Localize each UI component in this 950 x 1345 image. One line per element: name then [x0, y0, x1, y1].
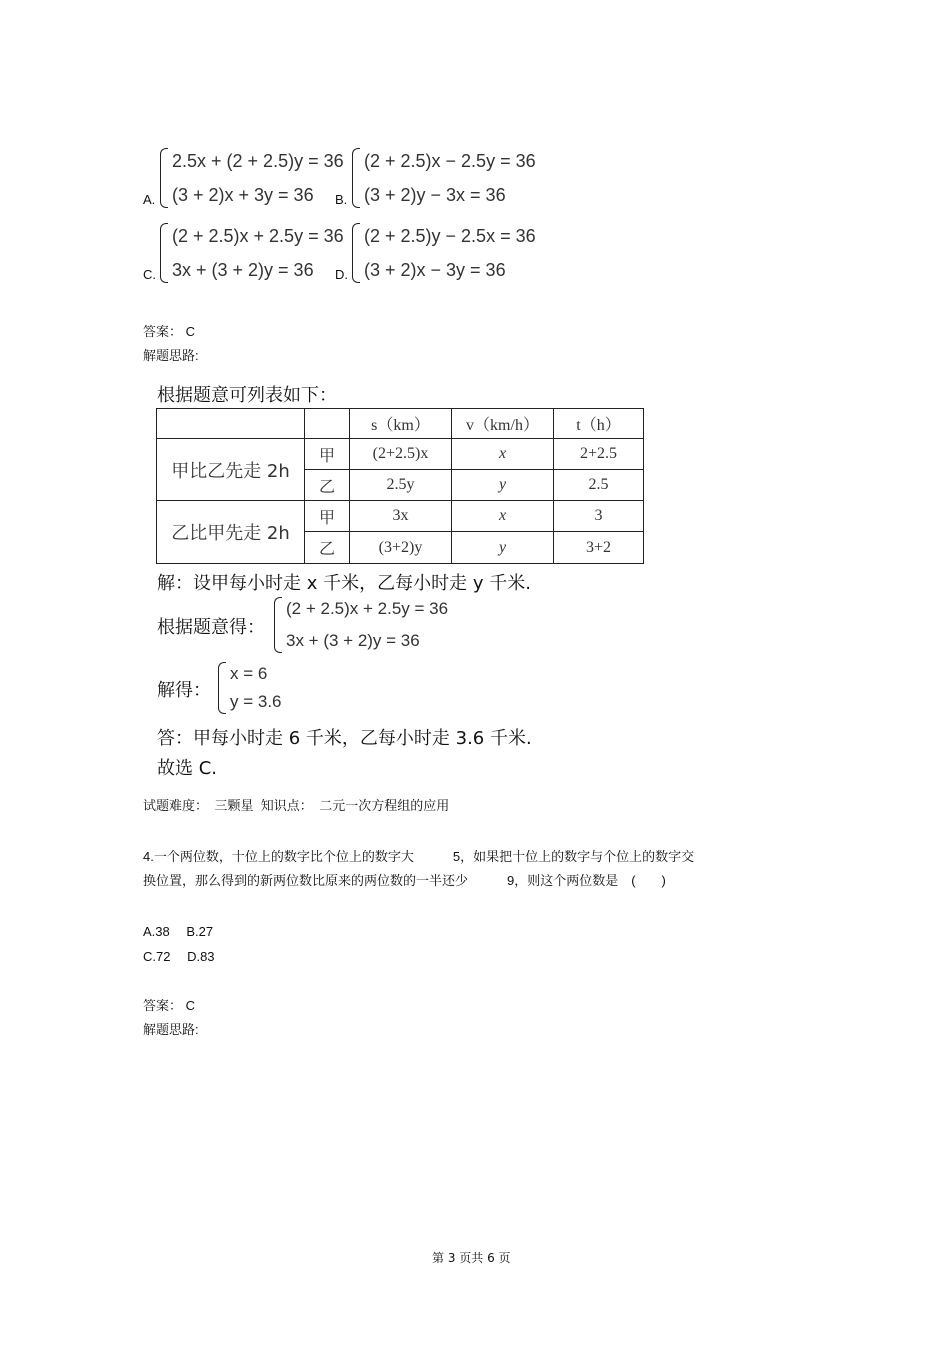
time-cell: 3 — [554, 501, 644, 532]
distance-cell: 2.5y — [350, 470, 452, 501]
equation-system — [160, 223, 344, 283]
time-cell: 3+2 — [554, 532, 644, 564]
group-label-1: 甲比乙先走 2h — [157, 439, 305, 501]
speed-cell: x — [452, 439, 554, 470]
answer-line: 答：甲每小时走 6 千米，乙每小时走 3.6 千米. — [157, 728, 532, 749]
brace-icon — [160, 223, 168, 283]
time-cell: 2.5 — [554, 470, 644, 501]
header-v: v（km/h） — [452, 409, 554, 439]
choose-line: 故选 C. — [157, 758, 218, 779]
equation: (2 + 2.5)x + 2.5y = 36 — [286, 599, 449, 618]
answer-q3: 答案： C — [143, 324, 196, 339]
distance-cell: 3x — [350, 501, 452, 532]
option-letter: A. — [143, 192, 156, 207]
table-cell — [305, 409, 350, 439]
equation: (2 + 2.5)x + 2.5y = 36 — [172, 226, 344, 246]
difficulty-line: 试题难度： 三颗星 知识点： 二元一次方程组的应用 — [143, 798, 450, 813]
person-cell: 乙 — [305, 532, 350, 564]
brace-icon — [160, 148, 168, 208]
brace-icon — [218, 662, 226, 714]
distance-cell: (2+2.5)x — [350, 439, 452, 470]
equation-system — [160, 148, 344, 208]
brace-icon — [352, 148, 360, 208]
solution-table — [156, 408, 644, 564]
solve-system — [218, 662, 282, 714]
person-cell: 甲 — [305, 501, 350, 532]
speed-cell: y — [452, 532, 554, 564]
equation: (3 + 2)y − 3x = 36 — [364, 185, 506, 205]
brace-icon — [352, 223, 360, 283]
let-line: 解：设甲每小时走 x 千米，乙每小时走 y 千米. — [157, 573, 531, 594]
table-header-row — [157, 409, 644, 439]
by-meaning-label: 根据题意得： — [157, 617, 265, 638]
q4-options-row-1: A.38 B.27 — [143, 924, 214, 939]
q4-options-row-2: C.72 D.83 — [143, 949, 215, 964]
approach-label-q4: 解题思路: — [143, 1022, 199, 1037]
option-letter: D. — [335, 267, 348, 282]
brace-icon — [274, 597, 282, 653]
option-letter: B. — [335, 192, 348, 207]
solve-label: 解得： — [157, 680, 211, 701]
equation: x = 6 — [230, 664, 268, 683]
solution-intro: 根据题意可列表如下： — [157, 385, 337, 406]
table-row — [157, 439, 644, 470]
equation-system — [352, 148, 536, 208]
header-s: s（km） — [350, 409, 452, 439]
table-row — [157, 501, 644, 532]
page-footer: 第 3 页共 6 页 — [432, 1251, 511, 1265]
approach-label-q3: 解题思路: — [143, 348, 199, 363]
equation: (3 + 2)x + 3y = 36 — [172, 185, 314, 205]
answer-q4: 答案： C — [143, 998, 196, 1013]
table-cell — [157, 409, 305, 439]
equation: (2 + 2.5)x − 2.5y = 36 — [364, 151, 536, 171]
option-letter: C. — [143, 267, 156, 282]
equation: 3x + (3 + 2)y = 36 — [286, 631, 420, 650]
equation: (2 + 2.5)y − 2.5x = 36 — [364, 226, 536, 246]
distance-cell: (3+2)y — [350, 532, 452, 564]
person-cell: 甲 — [305, 439, 350, 470]
equation-system — [352, 223, 536, 283]
equation: (3 + 2)x − 3y = 36 — [364, 260, 506, 280]
time-cell: 2+2.5 — [554, 439, 644, 470]
q4-line-1: 4.一个两位数，十位上的数字比个位上的数字大 5，如果把十位上的数字与个位上的数字交 — [143, 849, 695, 864]
solution-system — [274, 597, 448, 653]
equation: 2.5x + (2 + 2.5)y = 36 — [172, 151, 344, 171]
equation: 3x + (3 + 2)y = 36 — [172, 260, 314, 280]
q4-line-2: 换位置，那么得到的新两位数比原来的两位数的一半还少 9，则这个两位数是 ( ) — [143, 873, 666, 888]
person-cell: 乙 — [305, 470, 350, 501]
header-t: t（h） — [554, 409, 644, 439]
speed-cell: x — [452, 501, 554, 532]
equation: y = 3.6 — [230, 692, 282, 711]
group-label-2: 乙比甲先走 2h — [157, 501, 305, 564]
speed-cell: y — [452, 470, 554, 501]
